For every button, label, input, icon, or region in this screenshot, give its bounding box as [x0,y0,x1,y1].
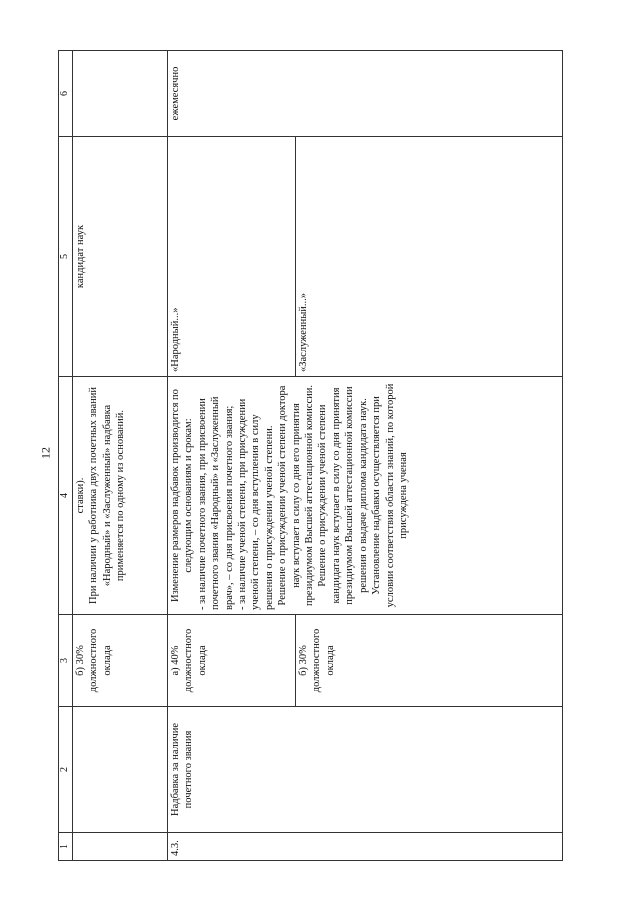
conditions-text [73,377,129,614]
table-cell [168,833,563,861]
text-paragraph: При наличии у работника двух почетных званий «Народный» и «Заслуженный» надбавка применяется по одному из оснований. [88,387,127,604]
column-number: 1 [59,833,73,861]
column-number: 6 [59,51,73,137]
table-cell [168,707,563,833]
text-line: ставки). [75,477,86,514]
split-cell [168,137,562,376]
table-cell [73,833,168,861]
column-number: 5 [59,137,73,377]
salary-percent-b: б) 30% должностного оклада [298,628,336,693]
title-narodny: «Народный...» [168,137,296,376]
split-cell [168,615,562,706]
column-number: 2 [59,707,73,833]
table-cell [73,137,168,377]
text-paragraph: Изменение размеров надбавок производится по следующим основаниям и срокам: [170,389,195,602]
text-paragraph: - за наличие ученой степени, при присуждении ученой степени, – со дня вступления в силу решения о присуждении ученой степени. [237,398,275,610]
column-number: 3 [59,615,73,707]
table-cell [73,51,168,137]
table-cell [168,137,563,377]
allowance-name: Надбавка за наличие почетного звания [170,723,195,816]
table-cell [73,707,168,833]
text-paragraph: - за наличие почетного звания, при присвоении почетного звания «Народный» и «Заслуженный врач», – со дня присвоения почетного звания; [196,396,235,610]
table-cell [73,615,168,707]
table-cell [73,377,168,615]
column-number-row [59,51,73,861]
column-number: 4 [59,377,73,615]
table-cell [168,615,563,707]
rotated-table-wrapper [58,51,563,861]
payment-frequency: ежемесячно [170,66,181,121]
page-number: 12 [38,447,53,459]
table-row [73,51,168,861]
salary-percent-b: б) 30% должностного оклада [75,628,113,693]
title-zasluzhenny: «Заслуженный...» [298,293,309,372]
row-number: 4.3. [170,840,181,856]
table-cell [168,377,563,615]
allowance-table [58,50,563,861]
text-paragraph: Решение о присуждении ученой степени доктора наук вступает в силу со дня его принятия президиумом Высшей аттестационной комиссии. [277,385,316,606]
degree-text: кандидат наук [75,224,86,289]
salary-percent-a: а) 40% должностного оклада [168,615,296,706]
table-cell [168,51,563,137]
table-row [168,51,563,861]
text-paragraph: Установление надбавки осуществляется при условии соответствия области знаний, по которой присуждена ученая [371,383,409,608]
text-paragraph: Решение о присуждении ученой степени кандидата наук вступает в силу со дня принятия президиумом Высшей аттестационной комиссии решения о выдаче диплома кандидата наук. [317,386,369,605]
conditions-text [168,377,411,614]
